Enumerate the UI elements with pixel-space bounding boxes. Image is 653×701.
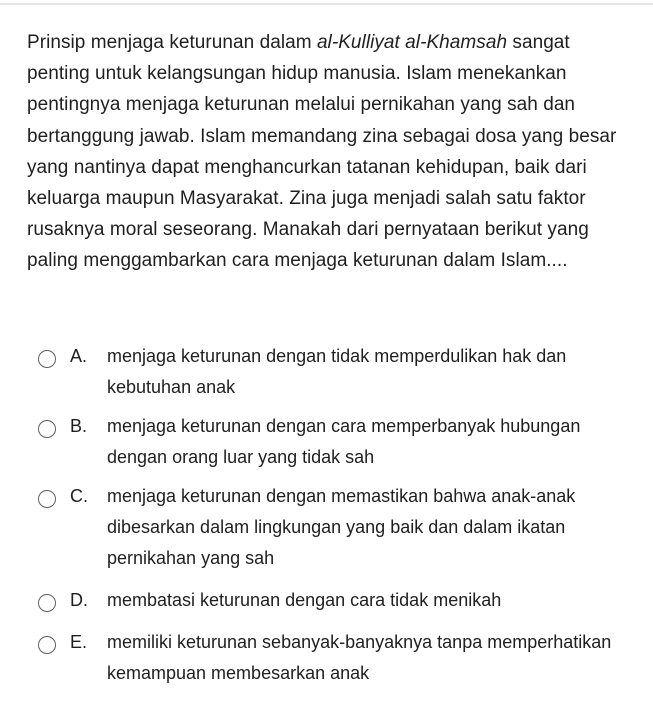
radio-c[interactable] xyxy=(38,490,56,508)
radio-a[interactable] xyxy=(38,350,56,368)
option-a-letter: A. xyxy=(70,346,88,366)
question-text-italic: al-Kulliyat al-Khamsah xyxy=(316,32,508,53)
question-text-part1: Prinsip menjaga keturunan dalam xyxy=(27,32,317,53)
top-divider xyxy=(0,3,653,5)
option-d[interactable] xyxy=(0,585,653,616)
option-d-text: membatasi keturunan dengan cara tidak menikah xyxy=(107,590,502,610)
option-c[interactable] xyxy=(0,481,653,574)
radio-d[interactable] xyxy=(38,594,56,612)
option-a-text: menjaga keturunan dengan tidak memperdulikan hak dan kebutuhan anak xyxy=(107,346,567,397)
option-c-text: menjaga keturunan dengan memastikan bahwa anak-anak dibesarkan dalam lingkungan yang baik dan dalam ikatan pernikahan yang sah xyxy=(107,486,576,568)
option-b-text: menjaga keturunan dengan cara memperbanyak hubungan dengan orang luar yang tidak sah xyxy=(107,416,581,467)
option-d-letter: D. xyxy=(70,590,88,610)
option-b[interactable] xyxy=(0,411,653,473)
question-text-part2: sangat penting untuk kelangsungan hidup manusia. Islam menekankan pentingnya menjaga keturunan melalui pernikahan yang sah dan bertanggung jawab. Islam memandang zina sebagai dosa yang besar yang nantinya dapat menghancurkan tatanan kehidupan, baik dari keluarga maupun Masyarakat. Zina juga menjadi salah satu faktor rusaknya moral seseorang. Manakah dari pernyataan berikut yang paling menggambarkan cara menjaga keturunan dalam Islam.... xyxy=(27,32,617,272)
answer-options xyxy=(0,341,653,689)
option-e-letter: E. xyxy=(70,632,88,652)
option-b-letter: B. xyxy=(70,416,88,436)
option-e-text: memiliki keturunan sebanyak-banyaknya tanpa memperhatikan kemampuan membesarkan anak xyxy=(107,632,612,683)
option-c-letter: C. xyxy=(70,486,88,506)
option-e[interactable] xyxy=(0,627,653,689)
radio-b[interactable] xyxy=(38,420,56,438)
radio-e[interactable] xyxy=(38,636,56,654)
option-a[interactable] xyxy=(0,341,653,403)
question-text xyxy=(27,27,637,277)
